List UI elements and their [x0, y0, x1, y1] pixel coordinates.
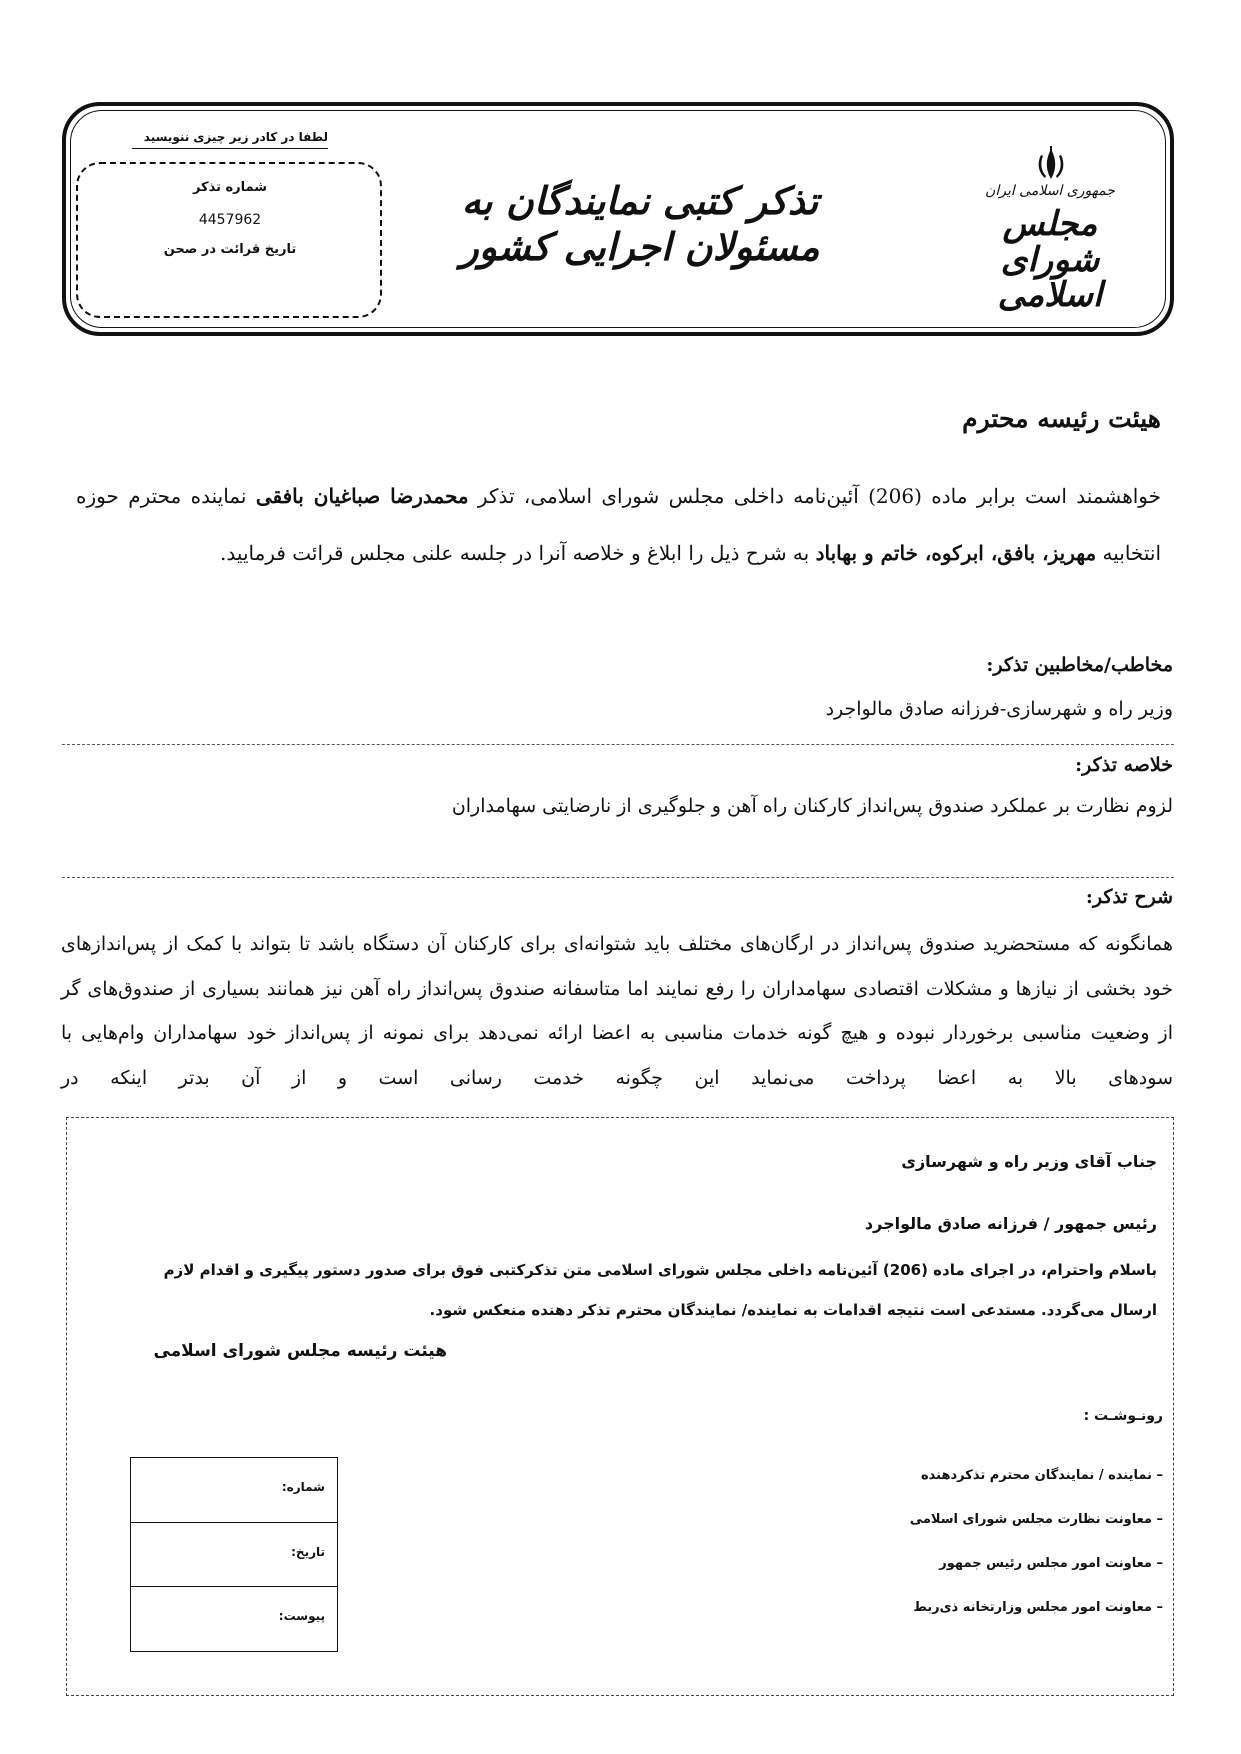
letter-addressee-2: رئیس جمهور / فرزانه صادق مالواجرد — [864, 1214, 1157, 1233]
ref-number-label: شماره: — [281, 1480, 325, 1494]
cc-item: – معاونت نظارت مجلس شورای اسلامی — [909, 1512, 1163, 1527]
ref-row-attachment — [131, 1586, 337, 1650]
description-body: همانگونه که مستحضرید صندوق پس‌انداز در ارگان‌های مختلف باید شتوانه‌ای برای کارکنان آن دستگاه باشد تا بتواند با کمک از پس‌اندازهای خود بخشی از نیازها و مشکلات اقتصادی سهامداران را رفع نمایند اما متاسفانه صندوق پس‌انداز راه آهن نیز همانند بسیاری از صندوق‌های گر از وضعیت مناسبی برخوردار نبوده و هیچ گونه خدمات مناسبی به اعضا ارائه نمی‌دهد برای نمونه از پس‌انداز خود سهامداران وام‌هایی با سودهای بالا به اعضا پرداخت می‌نماید این چگونه خدمت رسانی است و از آن بدتر اینکه در — [61, 933, 1173, 1089]
document-title: تذکر کتبی نمایندگان به مسئولان اجرایی کشور — [460, 178, 820, 269]
reference-number: 4457962 — [198, 212, 262, 228]
intro-paragraph — [76, 468, 1161, 582]
cc-heading: رونـوشـت : — [1083, 1408, 1163, 1424]
letter-body: باسلام واحترام، در اجرای ماده (206) آئین‌نامه داخلی مجلس شورای اسلامی متن تذکرکتبی فوق برای صدور دستور پیگیری و اقدام لازم ارسال می‌گردد. مستدعی است نتیجه اقدامات به نماینده/ نمایندگان محترم تذکر دهنده منعکس شود. — [163, 1261, 1157, 1319]
recipients-value: وزیر راه و شهرسازی-فرزانه صادق مالواجرد — [825, 698, 1173, 720]
summary-heading: خلاصه تذکر: — [1075, 754, 1173, 776]
reading-date-label: تاریخ قرائت در صحن — [163, 242, 297, 257]
letter-signature: هیئت رئیسه مجلس شورای اسلامی — [153, 1341, 447, 1361]
constituency: مهریز، بافق، ابرکوه، خاتم و بهاباد — [815, 541, 1097, 565]
representative-name: محمدرضا صباغیان بافقی — [255, 484, 469, 508]
cc-item: – نماینده / نمایندگان محترم تذکردهنده — [921, 1468, 1163, 1483]
divider — [62, 744, 1174, 745]
emblem-name: مجلس شورای اسلامی — [997, 204, 1103, 316]
intro-text-3: به شرح ذیل را ابلاغ و خلاصه آنرا در جلسه علنی مجلس قرائت فرمایید. — [220, 541, 816, 565]
ref-date-label: تاریخ: — [291, 1545, 325, 1559]
intro-text-2: نماینده محترم حوزه انتخابیه — [76, 484, 1161, 565]
emblem-country: جمهوری اسلامی ایران — [985, 183, 1115, 199]
cc-item: – معاونت امور مجلس رئیس جمهور — [939, 1556, 1163, 1571]
ref-row-number — [131, 1458, 337, 1522]
reference-title: شماره تذکر — [192, 180, 268, 195]
letter-addressee: جناب آقای وزیر راه و شهرسازی — [901, 1152, 1157, 1171]
ref-attachment-label: پیوست: — [278, 1609, 325, 1623]
note-underline — [132, 148, 328, 149]
summary-value: لزوم نظارت بر عملکرد صندوق پس‌انداز کارکنان راه آهن و جلوگیری از نارضایتی سهامداران — [451, 795, 1173, 817]
do-not-write-note: لطفا در کادر زیر چیزی ننویسید — [143, 130, 328, 144]
recipients-heading: مخاطب/مخاطبین تذکر: — [986, 654, 1173, 676]
parliament-logo — [955, 145, 1145, 316]
salutation: هیئت رئیسه محترم — [962, 404, 1161, 433]
intro-text-1: خواهشمند است برابر ماده (206) آئین‌نامه داخلی مجلس شورای اسلامی، تذکر — [468, 484, 1162, 508]
ref-row-date — [131, 1522, 337, 1586]
cc-item: – معاونت امور مجلس وزارتخانه ذی‌ربط — [913, 1600, 1163, 1615]
divider — [62, 877, 1174, 878]
description-heading: شرح تذکر: — [1085, 886, 1173, 908]
reference-table — [130, 1457, 338, 1652]
iran-emblem-icon — [1033, 145, 1069, 183]
